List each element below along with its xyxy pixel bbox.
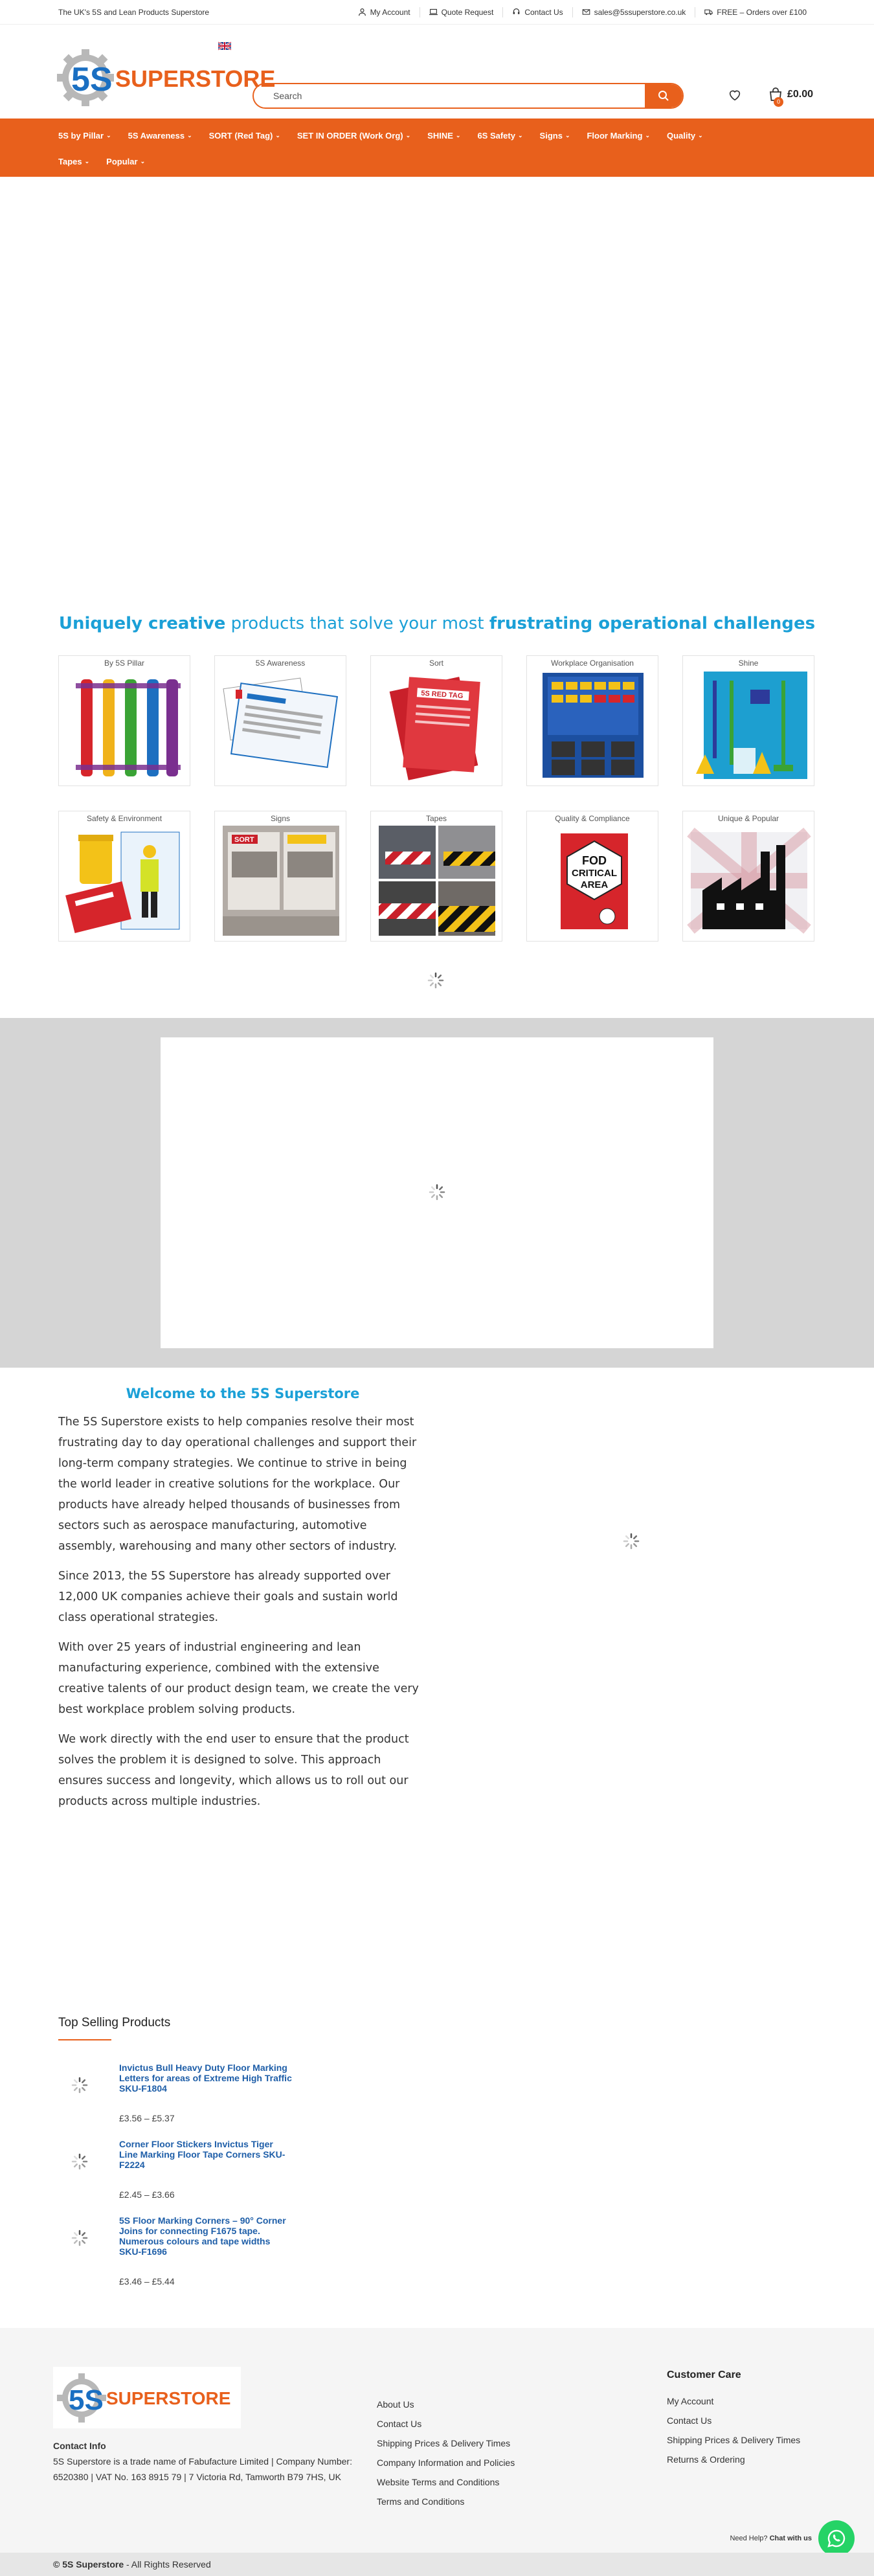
chevron-down-icon: ⌄	[455, 131, 461, 139]
sign-boards-icon	[223, 826, 339, 936]
customer-care-links	[667, 2391, 800, 2469]
category-workplace-organisation[interactable]: Workplace Organisation	[526, 655, 658, 786]
chevron-down-icon: ⌄	[565, 131, 570, 139]
whatsapp-chat[interactable]	[730, 2520, 855, 2557]
footer-link-website-terms-and-conditions[interactable]: Website Terms and Conditions	[377, 2477, 500, 2487]
nav-item-tapes[interactable]: Tapes ⌄	[58, 156, 90, 166]
nav-item-floor-marking[interactable]: Floor Marking ⌄	[587, 130, 650, 141]
chevron-down-icon: ⌄	[84, 157, 90, 164]
welcome-paragraph: The 5S Superstore exists to help companies resolve their most frustrating day to day operational challenges and support their long-term company strategies. We continue to strive in being the world leader in creative solutions for the workplace. Our products have already helped thousands of businesses from sectors such as aerospace manufacturing, automotive assembly, warehousing and many other sectors of industry.	[58, 1416, 417, 1553]
cart-button[interactable]	[768, 87, 814, 105]
svg-text:5S: 5S	[71, 61, 113, 98]
copyright-text: © 5S Superstore - All Rights Reserved	[53, 2559, 211, 2570]
top-tagline: The UK's 5S and Lean Products Superstore	[58, 7, 210, 17]
customer-care-link-returns-ordering[interactable]: Returns & Ordering	[667, 2454, 745, 2465]
heart-icon[interactable]	[728, 88, 742, 102]
nav-item-shine[interactable]: SHINE ⌄	[427, 130, 461, 141]
welcome-paragraph: We work directly with the end user to ensure that the product solves the problem it is designed to solve. This approach ensures success and longevity, which allows us to roll out our products across multiple industries.	[58, 1733, 409, 1808]
footer-link-shipping-prices-delivery-times[interactable]: Shipping Prices & Delivery Times	[377, 2438, 511, 2448]
category-unique-popular[interactable]: Unique & Popular	[682, 811, 814, 942]
category-safety-environment[interactable]: Safety & Environment	[58, 811, 190, 942]
main-nav	[0, 119, 874, 177]
red-tags-icon	[379, 670, 495, 780]
floor-tapes-icon	[379, 826, 495, 936]
welcome-paragraph: With over 25 years of industrial engineering and lean manufacturing experience, combined with the extensive creative talents of our product design team, we create the very best workplace problem solving products.	[58, 1641, 419, 1716]
svg-text:SUPERSTORE: SUPERSTORE	[106, 2388, 231, 2408]
contact-info-title: Contact Info	[53, 2441, 106, 2451]
chevron-down-icon: ⌄	[645, 131, 650, 139]
loading-spinner-icon	[623, 1533, 640, 1550]
category-grid	[58, 655, 816, 942]
category-shine[interactable]: Shine	[682, 655, 814, 786]
footer-link-about-us[interactable]: About Us	[377, 2399, 414, 2410]
search-icon	[658, 90, 669, 102]
product-item[interactable]	[58, 2139, 298, 2215]
chevron-down-icon: ⌄	[517, 131, 523, 139]
cart-total: £0.00	[787, 89, 814, 100]
cart-count-badge: 0	[774, 97, 783, 107]
headset-icon	[512, 8, 521, 16]
cleaning-station-icon	[691, 670, 807, 780]
nav-row-1	[58, 122, 816, 148]
factory-flag-icon	[691, 826, 807, 936]
category-signs[interactable]: Signs SORT	[214, 811, 346, 942]
top-selling-title: Top Selling Products	[58, 2016, 171, 2029]
envelope-icon	[582, 8, 590, 16]
footer-logo[interactable]	[53, 2367, 241, 2428]
laptop-icon	[429, 8, 438, 16]
loading-spinner-icon	[429, 1184, 445, 1201]
copyright-bar	[0, 2553, 874, 2576]
product-item[interactable]	[58, 2215, 298, 2292]
contact-info-text: 5S Superstore is a trade name of Fabufacture Limited | Company Number: 6520380 | VAT No. 163 8915 79 | 7 Victoria Rd, Tamworth B79 7HS, UK	[53, 2456, 352, 2482]
safety-products-icon	[67, 826, 183, 936]
site-logo[interactable]	[58, 44, 276, 109]
free-delivery-link[interactable]: FREE – Orders over £100	[695, 7, 816, 17]
svg-text:5S: 5S	[69, 2384, 104, 2416]
top-selling-section	[58, 2016, 298, 2292]
hero-banner	[0, 177, 874, 591]
nav-item-popular[interactable]: Popular ⌄	[106, 156, 146, 166]
svg-text:AREA: AREA	[580, 879, 609, 890]
footer-link-company-information-and-policies[interactable]: Company Information and Policies	[377, 2457, 515, 2468]
tagline: Uniquely creative products that solve your most frustrating operational challenges	[58, 614, 816, 633]
nav-item-sort-red-tag[interactable]: SORT (Red Tag) ⌄	[208, 130, 280, 141]
category-sort[interactable]: Sort 5S RED TAG	[370, 655, 502, 786]
contact-us-link[interactable]: Contact Us	[502, 7, 572, 17]
welcome-title: Welcome to the 5S Superstore	[126, 1386, 360, 1401]
nav-row-2	[58, 148, 816, 174]
svg-text:SORT: SORT	[234, 836, 254, 844]
loading-spinner-icon	[71, 2230, 88, 2246]
awareness-cards-icon	[223, 670, 339, 780]
top-links	[349, 7, 816, 17]
search-input[interactable]	[254, 84, 645, 107]
nav-item-6s-safety[interactable]: 6S Safety ⌄	[477, 130, 523, 141]
welcome-section	[58, 1386, 427, 1821]
svg-text:SUPERSTORE: SUPERSTORE	[115, 65, 276, 92]
uk-flag-icon[interactable]	[218, 42, 231, 50]
customer-care-title: Customer Care	[667, 2369, 741, 2380]
loading-spinner-icon	[427, 972, 444, 989]
svg-text:CRITICAL: CRITICAL	[572, 868, 617, 879]
top-bar	[0, 0, 874, 25]
fod-sign-icon	[535, 826, 651, 936]
category-tapes[interactable]: Tapes	[370, 811, 502, 942]
pillar-bars-icon	[67, 670, 183, 780]
whatsapp-button[interactable]	[818, 2520, 855, 2557]
email-link[interactable]: sales@5ssuperstore.co.uk	[572, 7, 695, 17]
footer	[0, 2328, 874, 2553]
loading-spinner-icon	[71, 2153, 88, 2170]
customer-care	[667, 2369, 800, 2469]
header	[0, 25, 874, 119]
category-quality-compliance[interactable]: Quality & Compliance FOD CRITICAL AREA	[526, 811, 658, 942]
footer-link-contact-us[interactable]: Contact Us	[377, 2419, 422, 2429]
whatsapp-icon	[827, 2529, 846, 2548]
product-title-link[interactable]: Corner Floor Stickers Invictus Tiger Line Marking Floor Tape Corners SKU-F2224	[119, 2139, 286, 2170]
product-title-link[interactable]: Invictus Bull Heavy Duty Floor Marking Letters for areas of Extreme High Traffic SKU-F1804	[119, 2062, 292, 2094]
chevron-down-icon: ⌄	[405, 131, 411, 139]
storage-cabinet-icon	[535, 670, 651, 780]
chevron-down-icon: ⌄	[275, 131, 280, 139]
svg-text:FOD: FOD	[582, 854, 607, 867]
svg-text:5S RED TAG: 5S RED TAG	[420, 689, 464, 701]
footer-link-terms-and-conditions[interactable]: Terms and Conditions	[377, 2496, 465, 2507]
quote-request-link[interactable]: Quote Request	[420, 7, 503, 17]
customer-care-link-contact-us[interactable]: Contact Us	[667, 2415, 712, 2426]
loading-spinner-icon	[71, 2077, 88, 2094]
nav-item-5s-by-pillar[interactable]: 5S by Pillar ⌄	[58, 130, 111, 141]
chevron-down-icon: ⌄	[187, 131, 192, 139]
product-item[interactable]	[58, 2062, 298, 2139]
search-button[interactable]	[645, 84, 682, 107]
chevron-down-icon: ⌄	[140, 157, 146, 164]
product-price: £3.46 – £5.44	[119, 2276, 175, 2287]
contact-info	[53, 2438, 364, 2485]
category-by-5s-pillar[interactable]: By 5S Pillar	[58, 655, 190, 786]
customer-care-link-my-account[interactable]: My Account	[667, 2396, 714, 2406]
category-5s-awareness[interactable]: 5S Awareness	[214, 655, 346, 786]
search-bar	[252, 83, 684, 109]
nav-item-5s-awareness[interactable]: 5S Awareness ⌄	[128, 130, 192, 141]
product-price: £2.45 – £3.66	[119, 2189, 175, 2200]
chat-label: Need Help? Chat with us	[730, 2535, 812, 2542]
customer-care-link-shipping-prices-delivery-times[interactable]: Shipping Prices & Delivery Times	[667, 2435, 801, 2445]
user-icon	[358, 8, 366, 16]
product-title-link[interactable]: 5S Floor Marking Corners – 90° Corner Joins for connecting F1675 tape. Numerous colours and tape widths SKU-F1696	[119, 2215, 286, 2257]
welcome-paragraph: Since 2013, the 5S Superstore has already supported over 12,000 UK companies achieve their goals and sustain world class operational strategies.	[58, 1570, 398, 1624]
footer-links	[377, 2395, 515, 2511]
truck-icon	[704, 8, 713, 16]
chevron-down-icon: ⌄	[698, 131, 703, 139]
nav-item-set-in-order-work-org[interactable]: SET IN ORDER (Work Org) ⌄	[297, 130, 411, 141]
my-account-link[interactable]: My Account	[349, 7, 420, 17]
nav-item-signs[interactable]: Signs ⌄	[539, 130, 570, 141]
chevron-down-icon: ⌄	[106, 131, 111, 139]
video-frame[interactable]	[161, 1037, 713, 1348]
video-section	[0, 1018, 874, 1368]
nav-item-quality[interactable]: Quality ⌄	[666, 130, 703, 141]
product-price: £3.56 – £5.37	[119, 2113, 175, 2123]
